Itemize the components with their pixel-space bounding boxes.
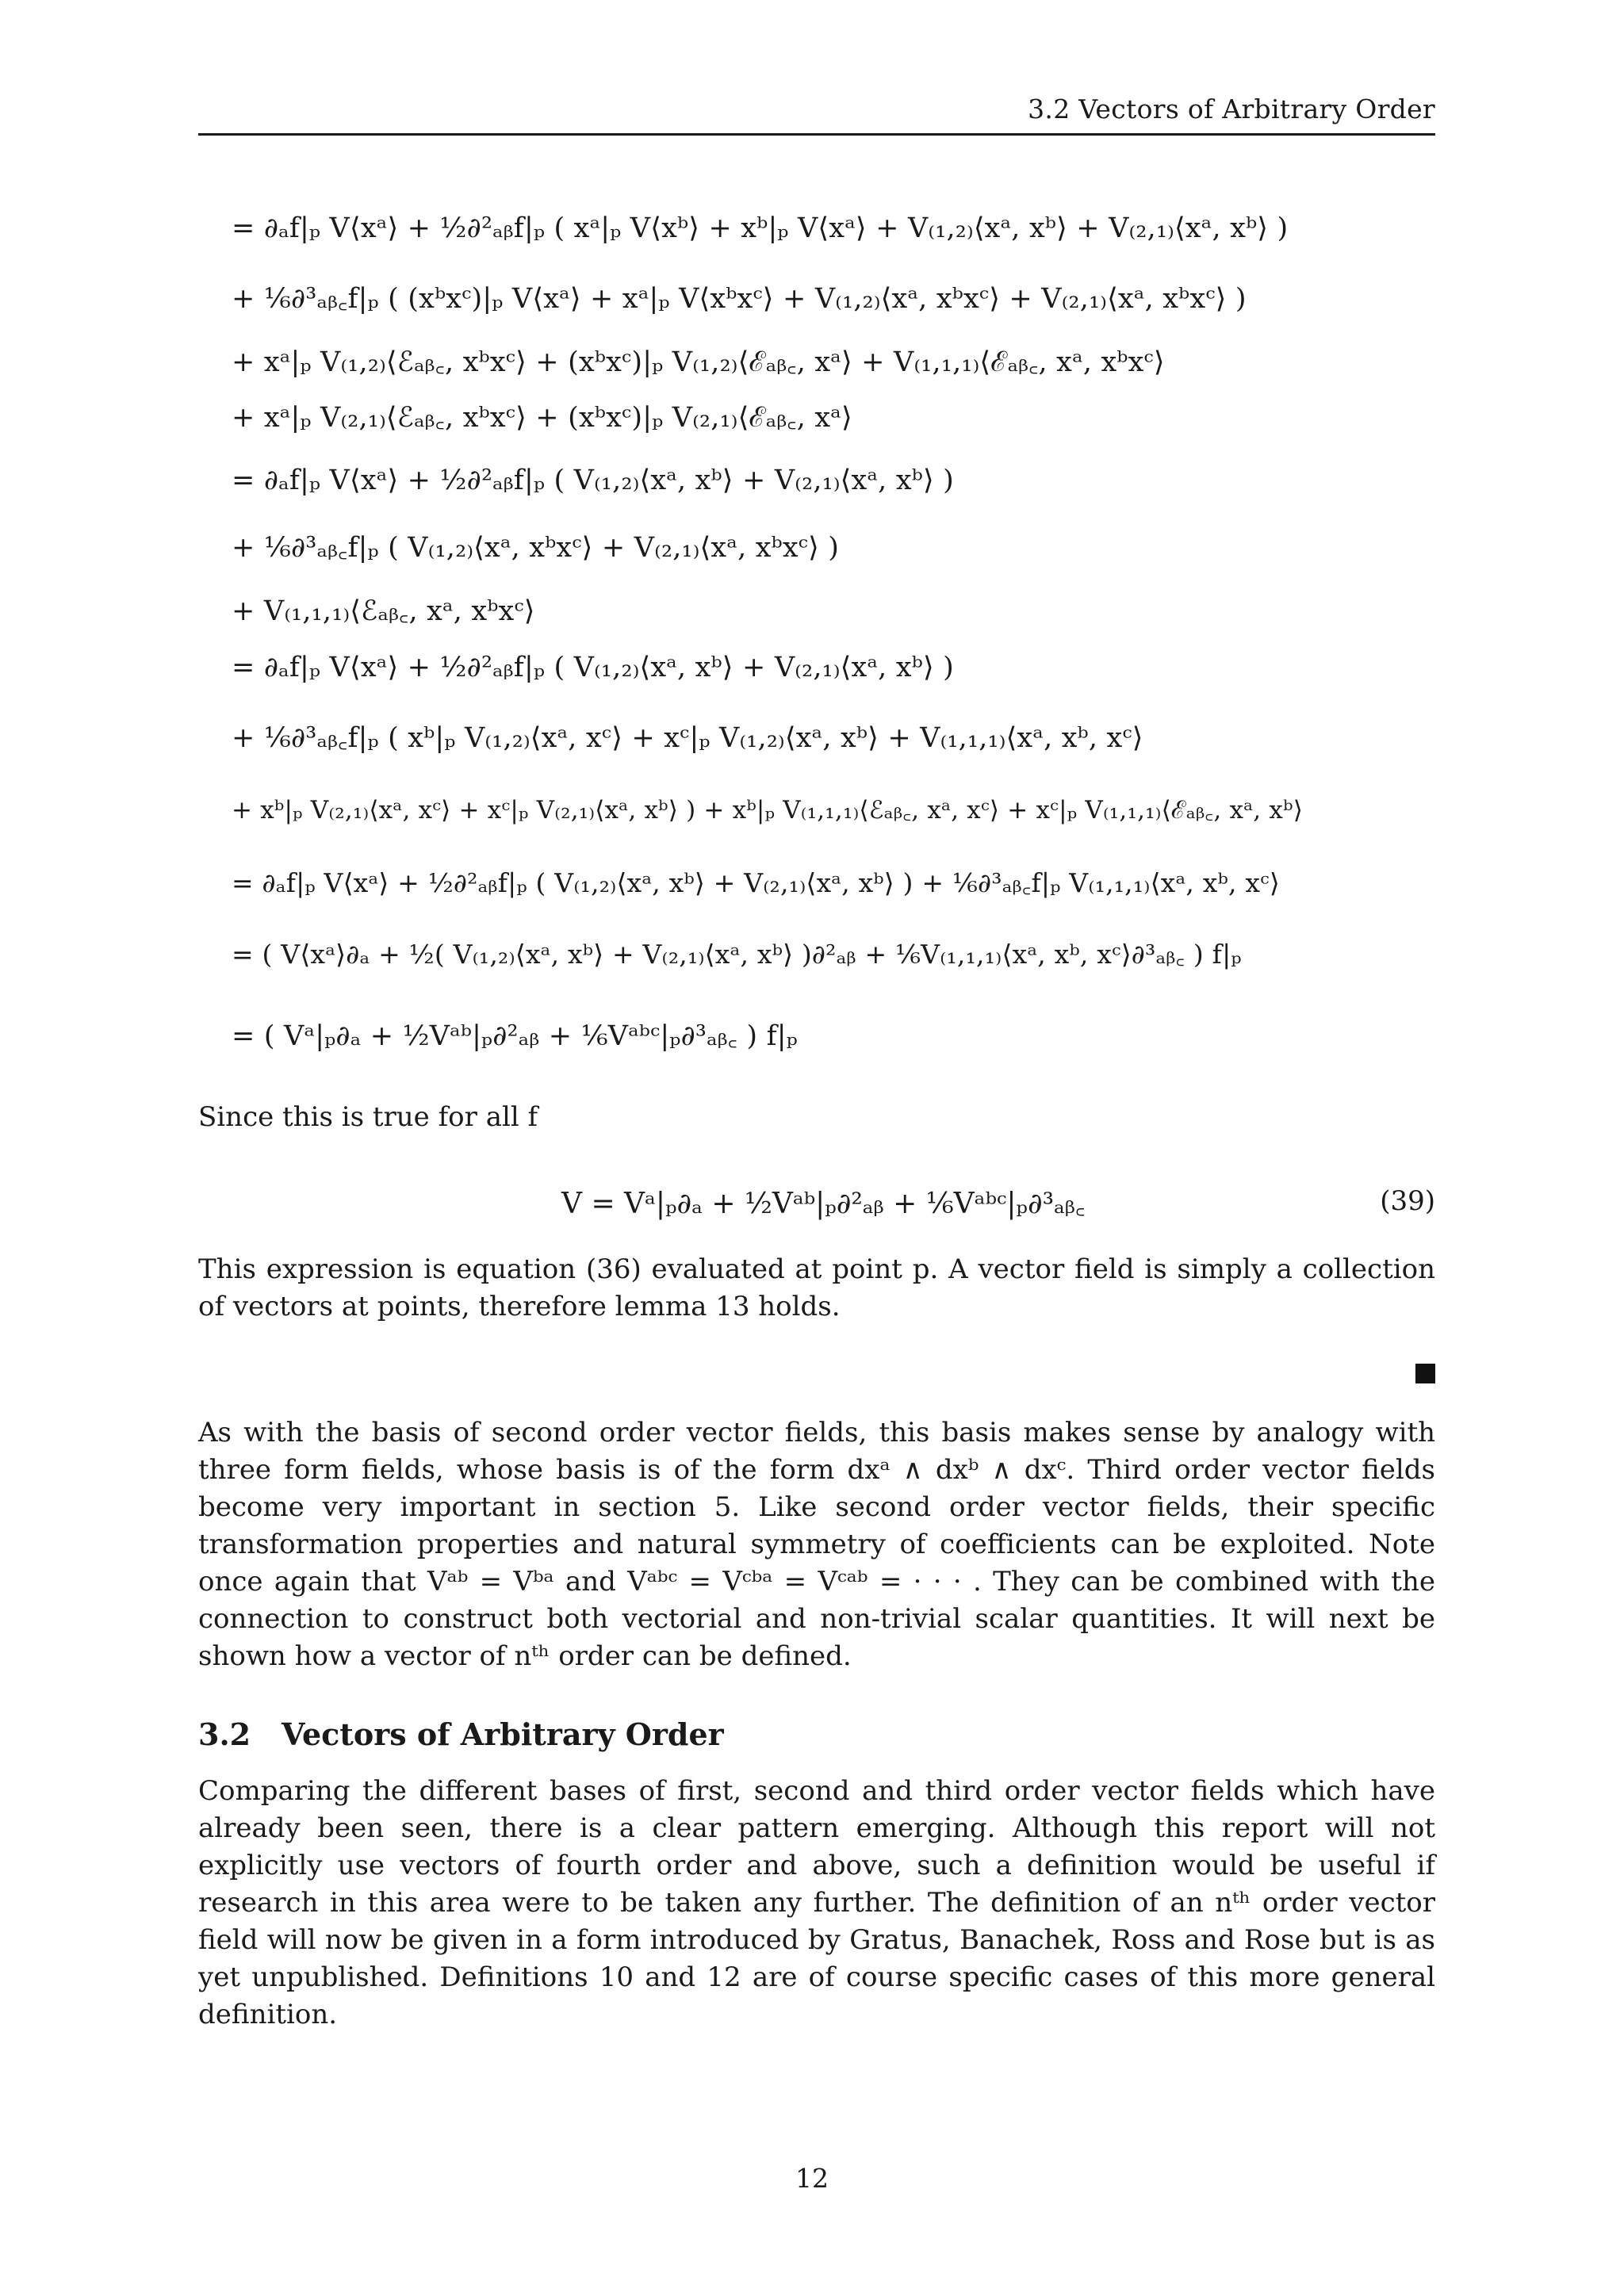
page-number: 12: [795, 2163, 829, 2194]
intro-text: Since this is true for all f: [198, 1101, 538, 1133]
equation-line-5: = ∂ₐf|ₚ V⟨xᵃ⟩ + ½∂²ₐᵦf|ₚ ( V₍₁,₂₎⟨xᵃ, xᵇ⟩ + V₍₂,₁₎⟨xᵃ, xᵇ⟩ ): [232, 465, 954, 496]
equation-line-1: = ∂ₐf|ₚ V⟨xᵃ⟩ + ½∂²ₐᵦf|ₚ ( xᵃ|ₚ V⟨xᵇ⟩ + xᵇ|ₚ V⟨xᵃ⟩ + V₍₁,₂₎⟨xᵃ, xᵇ⟩ + V₍₂,₁₎⟨xᵃ, xᵇ⟩ ): [232, 212, 1289, 244]
equation-line-7: + V₍₁,₁,₁₎⟨ℰₐᵦ꜀, xᵃ, xᵇxᶜ⟩: [232, 595, 535, 627]
equation-line-9: + ⅙∂³ₐᵦ꜀f|ₚ ( xᵇ|ₚ V₍₁,₂₎⟨xᵃ, xᶜ⟩ + xᶜ|ₚ V₍₁,₂₎⟨xᵃ, xᵇ⟩ + V₍₁,₁,₁₎⟨xᵃ, xᵇ, xᶜ⟩: [232, 722, 1143, 754]
qed-square-icon: [1415, 1364, 1435, 1383]
equation-line-13: = ( Vᵃ|ₚ∂ₐ + ½Vᵃᵇ|ₚ∂²ₐᵦ + ⅙Vᵃᵇᶜ|ₚ∂³ₐᵦ꜀ ) f|ₚ: [232, 1020, 798, 1052]
equation-line-11: = ∂ₐf|ₚ V⟨xᵃ⟩ + ½∂²ₐᵦf|ₚ ( V₍₁,₂₎⟨xᵃ, xᵇ⟩ + V₍₂,₁₎⟨xᵃ, xᵇ⟩ ) + ⅙∂³ₐᵦ꜀f|ₚ V₍₁,₁,₁₎⟨xᵃ, xᵇ, xᶜ⟩: [232, 867, 1280, 898]
equation-line-3: + xᵃ|ₚ V₍₁,₂₎⟨ℰₐᵦ꜀, xᵇxᶜ⟩ + (xᵇxᶜ)|ₚ V₍₁,₂₎⟨ℰₐᵦ꜀, xᵃ⟩ + V₍₁,₁,₁₎⟨ℰₐᵦ꜀, xᵃ, xᵇxᶜ⟩: [232, 346, 1165, 378]
equation-line-10: + xᵇ|ₚ V₍₂,₁₎⟨xᵃ, xᶜ⟩ + xᶜ|ₚ V₍₂,₁₎⟨xᵃ, xᵇ⟩ ) + xᵇ|ₚ V₍₁,₁,₁₎⟨ℰₐᵦ꜀, xᵃ, xᶜ⟩ + xᶜ|ₚ V₍₁,₁,₁₎⟨ℰₐᵦ꜀, xᵃ, xᵇ⟩: [232, 796, 1303, 825]
paragraph-1: This expression is equation (36) evaluated at point p. A vector field is simply a collection of vectors at points, therefore lemma 13 holds.: [198, 1253, 1435, 1322]
equation-line-8: = ∂ₐf|ₚ V⟨xᵃ⟩ + ½∂²ₐᵦf|ₚ ( V₍₁,₂₎⟨xᵃ, xᵇ⟩ + V₍₂,₁₎⟨xᵃ, xᵇ⟩ ): [232, 652, 954, 683]
equation-line-4: + xᵃ|ₚ V₍₂,₁₎⟨ℰₐᵦ꜀, xᵇxᶜ⟩ + (xᵇxᶜ)|ₚ V₍₂,₁₎⟨ℰₐᵦ꜀, xᵃ⟩: [232, 402, 852, 434]
section-heading: [198, 1716, 724, 1752]
equation-line-12: = ( V⟨xᵃ⟩∂ₐ + ½( V₍₁,₂₎⟨xᵃ, xᵇ⟩ + V₍₂,₁₎⟨xᵃ, xᵇ⟩ )∂²ₐᵦ + ⅙V₍₁,₁,₁₎⟨xᵃ, xᵇ, xᶜ⟩∂³ₐᵦ꜀ ) f|ₚ: [232, 939, 1242, 970]
paragraph-3: Comparing the different bases of first, second and third order vector fields which have already been seen, there is a clear pattern emerging. Although this report will not explicitly use vectors of fourth order and above, such a definition would be useful if research in this area were to be taken any further. The definition of an nᵗʰ order vector field will now be given in a form introduced by Gratus, Banachek, Ross and Rose but is as yet unpublished. Definitions 10 and 12 are of course specific cases of this more general definition.: [198, 1775, 1435, 2030]
display-equation: V = Vᵃ|ₚ∂ₐ + ½Vᵃᵇ|ₚ∂²ₐᵦ + ⅙Vᵃᵇᶜ|ₚ∂³ₐᵦ꜀: [561, 1188, 1086, 1220]
paragraph-2: As with the basis of second order vector fields, this basis makes sense by analogy with three form fields, whose basis is of the form dxᵃ ∧ dxᵇ ∧ dxᶜ. Third order vector fields become very important in section 5. Like second order vector fields, their specific transformation properties and natural symmetry of coefficients can be exploited. Note once again that Vᵃᵇ = Vᵇᵃ and Vᵃᵇᶜ = Vᶜᵇᵃ = Vᶜᵃᵇ = · · · . They can be combined with the connection to construct both vectorial and non-trivial scalar quantities. It will next be shown how a vector of nᵗʰ order can be defined.: [198, 1417, 1435, 1672]
header-rule: [198, 133, 1435, 136]
running-header: 3.2 Vectors of Arbitrary Order: [1028, 94, 1435, 124]
section-title: Vectors of Arbitrary Order: [282, 1716, 724, 1752]
equation-number: (39): [1380, 1185, 1435, 1217]
section-number: 3.2: [198, 1716, 251, 1752]
equation-line-6: + ⅙∂³ₐᵦ꜀f|ₚ ( V₍₁,₂₎⟨xᵃ, xᵇxᶜ⟩ + V₍₂,₁₎⟨xᵃ, xᵇxᶜ⟩ ): [232, 532, 840, 564]
equation-line-2: + ⅙∂³ₐᵦ꜀f|ₚ ( (xᵇxᶜ)|ₚ V⟨xᵃ⟩ + xᵃ|ₚ V⟨xᵇxᶜ⟩ + V₍₁,₂₎⟨xᵃ, xᵇxᶜ⟩ + V₍₂,₁₎⟨xᵃ, xᵇxᶜ⟩ ): [232, 283, 1247, 315]
